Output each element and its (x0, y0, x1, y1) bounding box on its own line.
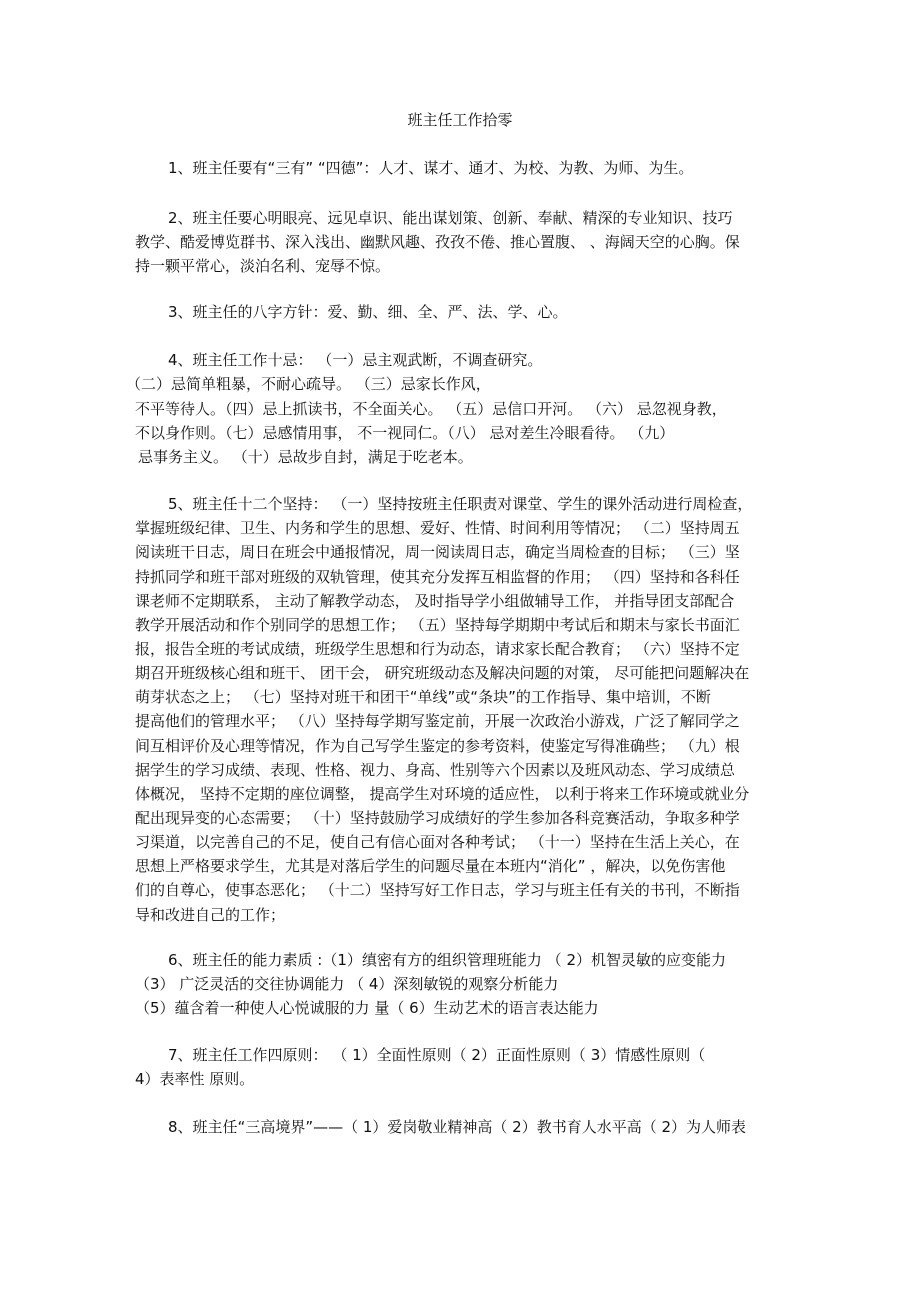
item-5-line-8: 期召开班级核心组和班干、 团干会， 研究班级动态及解决问题的对策， 尽可能把问题解决在 (135, 664, 750, 682)
item-5-line-14: 配出现异变的心态需要； （十）坚持鼓励学习成绩好的学生参加各科竞赛活动，争取多种学 (135, 809, 740, 827)
item-2-line-1: 2、班主任要心明眼亮、远见卓识、能出谋划策、创新、奉献、精深的专业知识、技巧 (168, 209, 733, 227)
item-5-line-6: 教学开展活动和作个别同学的思想工作； （五）坚持每学期期中考试后和期末与家长书面汇 (135, 616, 740, 634)
item-5-line-13: 体概况， 坚持不定期的座位调整， 提高学生对环境的适应性， 以利于将来工作环境或就业分 (135, 785, 750, 803)
item-5-line-12: 据学生的学习成绩、表现、性格、视力、身高、性别等六个因素以及班风动态、学习成绩总 (135, 761, 736, 779)
item-5-line-16: 思想上严格要求学生，尤其是对落后学生的问题尽量在本班内“消化” ，解决，以免伤害他 (135, 857, 726, 875)
item-6-line-3: （5）蕴含着一种使人心悦诚服的力 量（ 6）生动艺术的语言表达能力 (135, 999, 599, 1017)
item-4-line-4: 不以身作则。（七）忌感情用事， 不一视同仁。（八） 忌对差生冷眼看待。 （九） (135, 424, 675, 442)
item-2-line-2: 教学、酷爱博览群书、深入浅出、幽默风趣、孜孜不倦、推心置腹、 、海阔天空的心胸。保 (135, 233, 740, 251)
item-8-line-1: 8、班主任“三高境界”——（ 1）爱岗敬业精神高（ 2）教书育人水平高（ 2）为人师表 (168, 1118, 747, 1136)
item-5-line-18: 导和改进自己的工作； (135, 906, 286, 924)
item-4-line-5: 忌事务主义。 （十）忌故步自封，满足于吃老本。 (138, 448, 473, 466)
item-4-line-3: 不平等待人。（四）忌上抓读书，不全面关心。 （五）忌信口开河。 （六） 忌忽视身教， (135, 400, 727, 418)
item-5-line-11: 间互相评价及心理等情况，作为自己写学生鉴定的参考资料，使鉴定写得准确些； （九）根 (135, 737, 740, 755)
item-2-line-3: 持一颗平常心，淡泊名利、宠辱不惊。 (135, 257, 391, 275)
item-5-line-1: 5、班主任十二个坚持： （一）坚持按班主任职责对课堂、学生的课外活动进行周检查， (168, 495, 753, 513)
item-5-line-4: 持抓同学和班干部对班级的双轨管理，使其充分发挥互相监督的作用； （四）坚持和各科任 (135, 568, 740, 586)
item-5-line-2: 掌握班级纪律、卫生、内务和学生的思想、爱好、性情、时间利用等情况； （二）坚持周五 (135, 519, 740, 537)
item-5-line-10: 提高他们的管理水平； （八）坚持每学期写鉴定前，开展一次政治小游戏，广泛了解同学之 (135, 712, 740, 730)
item-3-line-1: 3、班主任的八字方针：爱、勤、细、全、严、法、学、心。 (168, 303, 568, 321)
item-7-line-1: 7、班主任工作四原则： （ 1）全面性原则（ 2）正面性原则（ 3）情感性原则（ (168, 1046, 706, 1064)
item-5-line-5: 课老师不定期联系， 主动了解教学动态， 及时指导学小组做辅导工作， 并指导团支部配合 (135, 592, 735, 610)
item-5-line-7: 报，报告全班的考试成绩，班级学生思想和行为动态，请求家长配合教育； （六）坚持不定 (135, 640, 740, 658)
item-5-line-9: 萌芽状态之上； （七）坚持对班干和团干“单线”或“条块”的工作指导、集中培训，不断 (135, 688, 711, 706)
item-5-line-15: 习渠道，以完善自己的不足，使自己有信心面对各种考试； （十一）坚持在生活上关心，在 (135, 833, 740, 851)
item-6-line-2: （3） 广泛灵活的交往协调能力 （ 4）深刻敏锐的观察分析能力 (135, 975, 559, 993)
document-title: 班主任工作拾零 (407, 111, 513, 129)
item-5-line-17: 们的自尊心，使事态恶化； （十二）坚持写好工作日志，学习与班主任有关的书刊，不断指 (135, 881, 740, 899)
item-1-line-1: 1、班主任要有“三有” “四德”：人才、谋才、通才、为校、为教、为师、为生。 (168, 159, 694, 177)
item-5-line-3: 阅读班干日志，周日在班会中通报情况，周一阅读周日志，确定当周检查的目标； （三）坚 (135, 543, 740, 561)
item-7-line-2: 4）表率性 原则。 (135, 1070, 255, 1088)
item-4-line-1: 4、班主任工作十忌： （一）忌主观武断，不调查研究。 (168, 351, 543, 369)
item-6-line-1: 6、班主任的能力素质 :（1）缜密有方的组织管理班能力 （ 2）机智灵敏的应变能力 (168, 951, 726, 969)
item-4-line-2: （二）忌简单粗暴，不耐心疏导。 （三）忌家长作风， (126, 375, 491, 393)
